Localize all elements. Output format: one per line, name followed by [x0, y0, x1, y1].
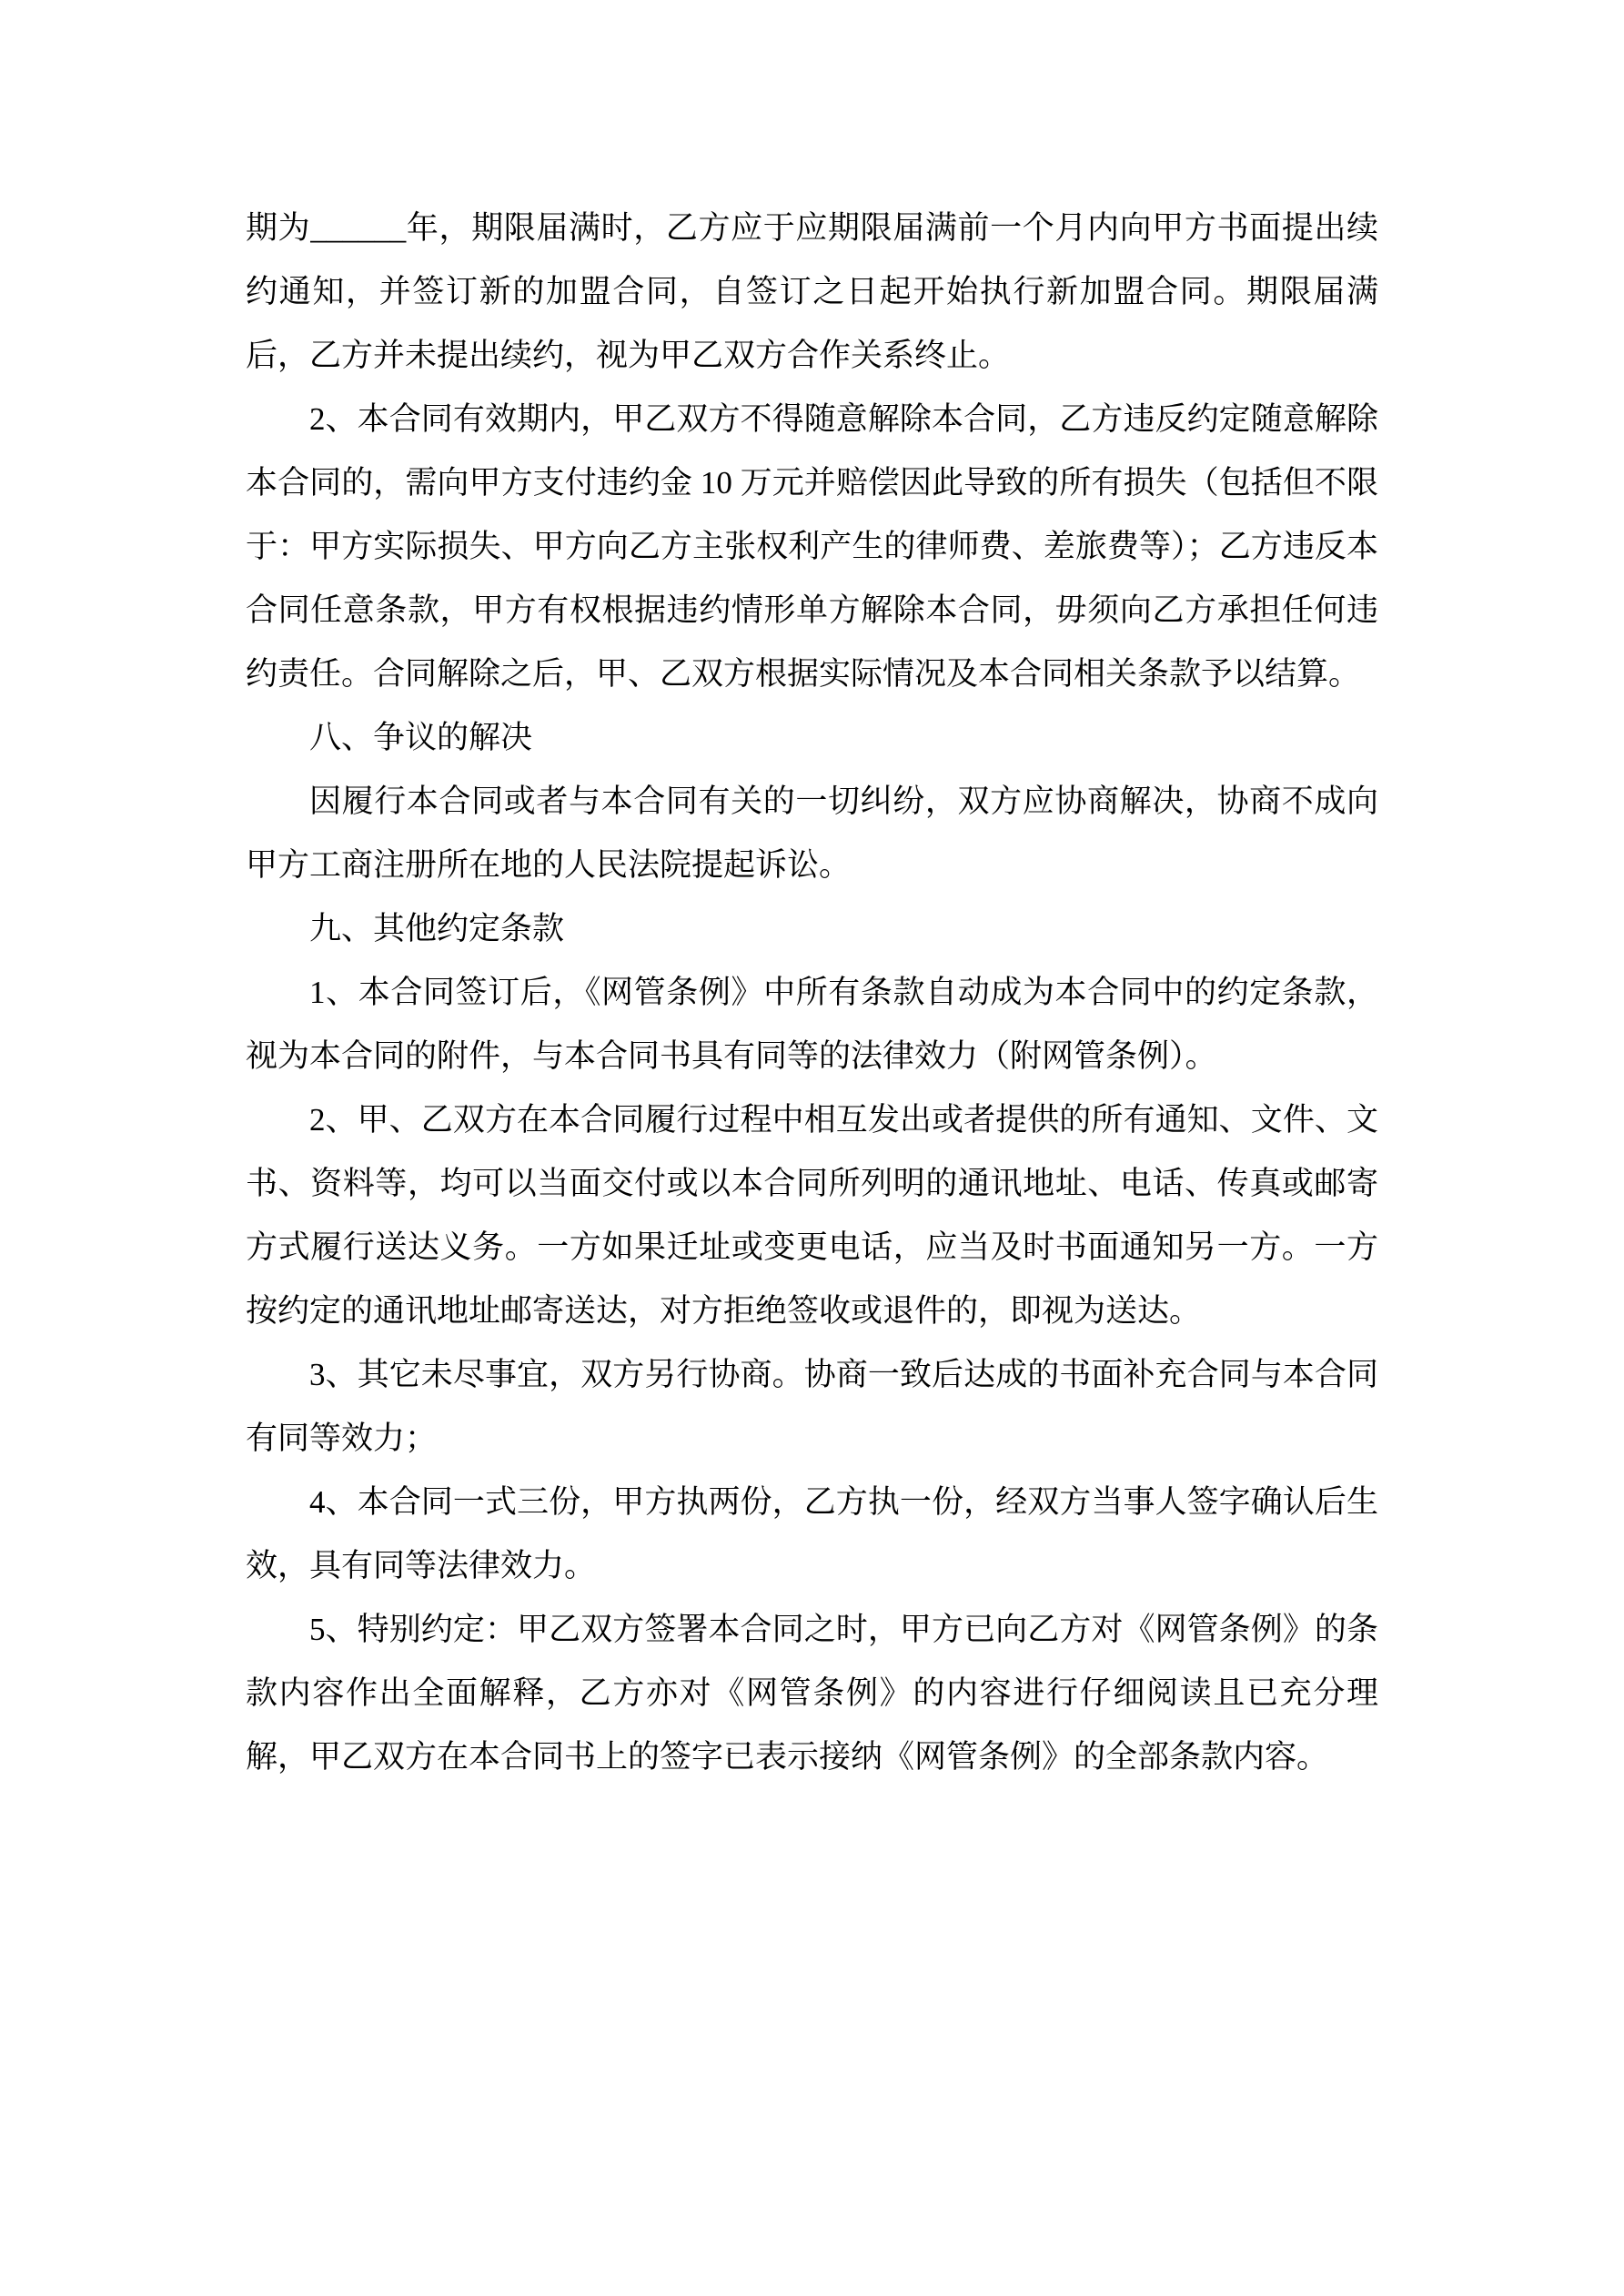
contract-body-text [246, 197, 1378, 1789]
para-other-5: 5、特别约定：甲乙双方签署本合同之时，甲方已向乙方对《网管条例》的条款内容作出全面解释，乙方亦对《网管条例》的内容进行仔细阅读且已充分理解，甲乙双方在本合同书上的签字已表示接纳《网管条例》的全部条款内容。 [246, 1612, 1378, 1775]
para-other-1: 1、本合同签订后，《网管条例》中所有条款自动成为本合同中的约定条款，视为本合同的附件，与本合同书具有同等的法律效力（附网管条例）。 [246, 975, 1378, 1074]
para-clause-2-termination: 2、本合同有效期内，甲乙双方不得随意解除本合同，乙方违反约定随意解除本合同的，需向甲方支付违约金 10 万元并赔偿因此导致的所有损失（包括但不限于：甲方实际损失、甲方向乙方主张权利产生的律师费、差旅费等）；乙方违反本合同任意条款，甲方有权根据违约情形单方解除本合同，毋须向乙方承担任何违约责任。合同解除之后，甲、乙双方根据实际情况及本合同相关条款予以结算。 [246, 401, 1378, 692]
para-heading-9-other: 九、其他约定条款 [309, 911, 565, 946]
para-other-3: 3、其它未尽事宜，双方另行协商。协商一致后达成的书面补充合同与本合同有同等效力； [246, 1357, 1378, 1456]
para-dispute-resolution: 因履行本合同或者与本合同有关的一切纠纷，双方应协商解决，协商不成向甲方工商注册所在地的人民法院提起诉讼。 [246, 784, 1378, 883]
para-term-renewal: 期为______年，期限届满时，乙方应于应期限届满前一个月内向甲方书面提出续约通知，并签订新的加盟合同，自签订之日起开始执行新加盟合同。期限届满后，乙方并未提出续约，视为甲乙双方合作关系终止。 [246, 210, 1378, 373]
para-other-4: 4、本合同一式三份，甲方执两份，乙方执一份，经双方当事人签字确认后生效，具有同等法律效力。 [246, 1484, 1378, 1583]
para-heading-8-dispute: 八、争议的解决 [309, 720, 533, 755]
para-other-2: 2、甲、乙双方在本合同履行过程中相互发出或者提供的所有通知、文件、文书、资料等，均可以当面交付或以本合同所列明的通讯地址、电话、传真或邮寄方式履行送达义务。一方如果迁址或变更电话，应当及时书面通知另一方。一方按约定的通讯地址邮寄送达，对方拒绝签收或退件的，即视为送达。 [246, 1102, 1378, 1329]
